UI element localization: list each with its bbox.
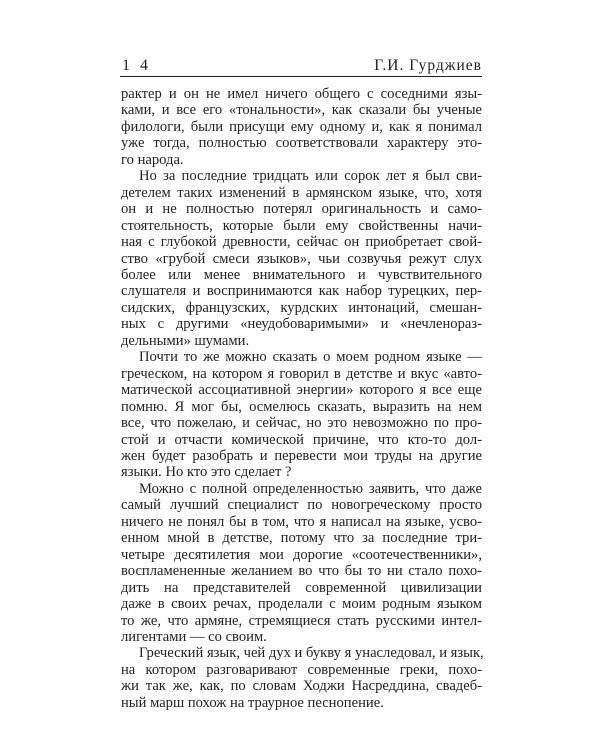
paragraph: [121, 481, 482, 646]
text-line: енном мной в детстве, потому что за последние три-: [121, 530, 482, 547]
text-line: языки. Но кто это сделает ?: [121, 464, 292, 481]
text-line: четыре десятилетия мои дорогие «соотечественники»,: [121, 546, 482, 563]
text-line: уже тогда, полностью соответствовали характеру это-: [121, 135, 482, 152]
text-line: ничего не понял бы в том, что я написал на языке, усво-: [121, 513, 482, 530]
text-line: более или менее внимательного и чувствительного: [121, 266, 482, 283]
running-header-author: Г.И. Гурджиев: [374, 57, 482, 74]
text-line: ство «грубой смеси языков», чьи созвучья режут слух: [121, 250, 482, 267]
text-line: дельными» шумами.: [121, 332, 250, 349]
page-body-text: [121, 86, 482, 711]
page-number: 1 4: [122, 57, 151, 74]
text-line: жен будет разобрать и перевести мои труды на другие: [121, 447, 482, 464]
text-line: стой и отчасти комической причине, что кто-то дол-: [121, 431, 482, 448]
text-line: лигентами — со своим.: [121, 628, 267, 645]
text-line: ный марш похож на траурное песнопение.: [121, 694, 384, 711]
paragraph: [121, 168, 482, 349]
text-line: на котором разговаривают современные греки, похо-: [121, 661, 482, 678]
text-line: матической ассоциативной энергии» которого я все еще: [121, 382, 482, 399]
text-line: самый лучший специалист по новогреческому просто: [121, 497, 482, 514]
paragraph: [121, 349, 482, 481]
text-line: Греческий язык, чей дух и букву я унаследовал, и язык,: [139, 645, 484, 662]
text-line: он и не полностью потерял оригинальность и само-: [121, 201, 482, 218]
text-line: рактер и он не имел ничего общего с соседними язы-: [121, 86, 482, 102]
text-line: детелем таких изменений в армянском языке, что, хотя: [121, 184, 482, 201]
text-line: воспламененные желанием во что бы то ни стало похо-: [121, 563, 482, 580]
text-line: даже в своих речах, проделали с моим родным языком: [121, 596, 482, 613]
text-line: греческом, на котором я говорил в детстве и вкус «авто-: [121, 365, 482, 382]
text-line: помню. Я мог бы, осмелюсь сказать, выразить на нем: [121, 398, 482, 415]
text-line: ная с глубокой древности, сейчас он приобретает свой-: [121, 234, 482, 251]
text-line: стоятельность, которые были ему свойственны начи-: [121, 217, 482, 234]
running-header: [120, 56, 482, 77]
text-line: все, что пожелаю, и сейчас, но это невозможно по про-: [121, 415, 482, 432]
text-line: Но за последние тридцать или сорок лет я был сви-: [139, 168, 482, 185]
text-line: го народа.: [121, 151, 184, 168]
text-line: ных с другими «неудобоваримыми» и «нечленораз-: [121, 316, 482, 333]
text-line: Почти то же можно сказать о моем родном языке —: [139, 349, 482, 366]
paragraph: [121, 645, 482, 711]
text-line: то же, что армяне, стремящиеся стать русскими интел-: [121, 612, 482, 629]
text-line: сидских, французских, курдских интонаций, смешан-: [121, 299, 482, 316]
paragraph: [121, 86, 482, 168]
text-line: жи так же, как, по словам Ходжи Насреддина, свадеб-: [121, 678, 482, 695]
text-line: филологи, были присущи ему одному и, как я понимал: [121, 118, 482, 135]
text-line: дить на представителей современной цивилизации: [121, 579, 482, 596]
text-line: слушателя и воспринимаются как набор турецких, пер-: [121, 283, 482, 300]
text-line: ками, и все его «тональности», как сказали бы ученые: [121, 102, 482, 119]
text-line: Можно с полной определенностью заявить, что даже: [139, 480, 482, 497]
